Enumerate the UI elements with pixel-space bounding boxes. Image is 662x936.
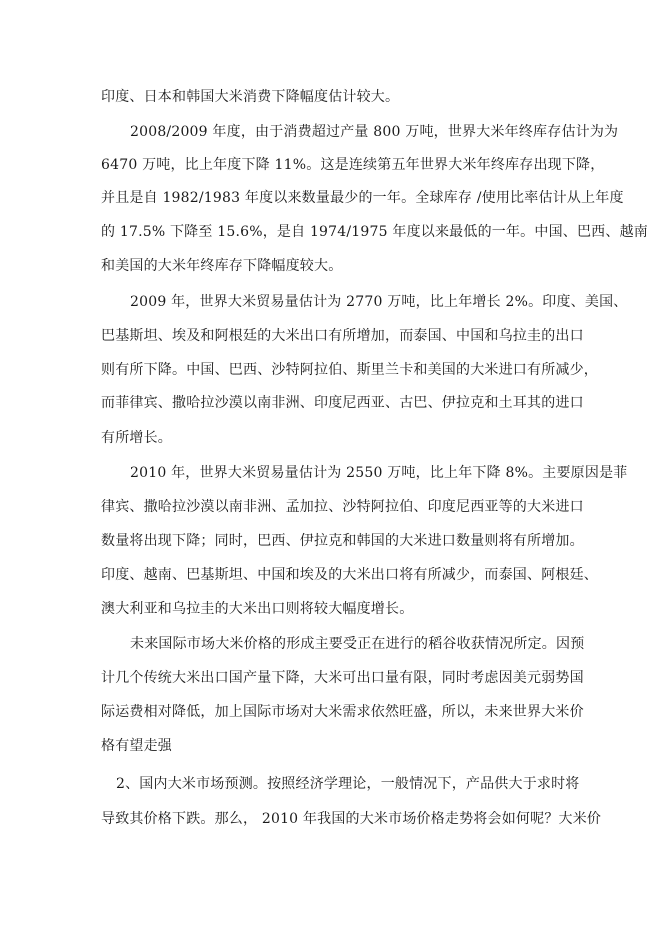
text-line: 际运费相对降低，加上国际市场对大米需求依然旺盛，所以，未来世界大米价 (101, 704, 584, 720)
text-line: 律宾、撒哈拉沙漠以南非洲、孟加拉、沙特阿拉伯、印度尼西亚等的大米进口 (101, 499, 584, 515)
text-line: 2010 年，世界大米贸易量估计为 2550 万吨，比上年下降 8%。主要原因是菲 (130, 465, 628, 481)
text-line: 而菲律宾、撒哈拉沙漠以南非洲、印度尼西亚、古巴、伊拉克和土耳其的进口 (101, 395, 584, 411)
text-line: 印度、越南、巴基斯坦、中国和埃及的大米出口将有所减少，而泰国、阿根廷、 (101, 567, 598, 583)
text-line: 未来国际市场大米价格的形成主要受正在进行的稻谷收获情况所定。因预 (130, 636, 585, 652)
text-line: 数量将出现下降；同时，巴西、伊拉克和韩国的大米进口数量则将有所增加。 (101, 533, 584, 549)
text-line: 印度、日本和韩国大米消费下降幅度估计较大。 (101, 89, 400, 105)
text-line: 2、国内大米市场预测。按照经济学理论，一般情况下，产品供大于求时将 (116, 776, 580, 792)
text-line: 导致其价格下跌。那么， 2010 年我国的大米市场价格走势将会如何呢？大米价 (101, 811, 602, 827)
text-line: 则有所下降。中国、巴西、沙特阿拉伯、斯里兰卡和美国的大米进口有所减少， (101, 362, 598, 378)
text-line: 和美国的大米年终库存下降幅度较大。 (101, 258, 343, 274)
text-line: 6470 万吨，比上年度下降 11%。这是连续第五年世界大米年终库存出现下降， (101, 157, 605, 173)
text-line: 计几个传统大米出口国产量下降，大米可出口量有限，同时考虑因美元弱势国 (101, 670, 584, 686)
text-line: 2009 年，世界大米贸易量估计为 2770 万吨，比上年增长 2%。印度、美国、 (130, 294, 628, 310)
text-line: 有所增长。 (101, 430, 172, 446)
text-line: 格有望走强 (101, 738, 172, 754)
text-line: 澳大利亚和乌拉圭的大米出口则将较大幅度增长。 (101, 601, 414, 617)
text-line: 并且是自 1982/1983 年度以来数量最少的一年。全球库存 /使用比率估计从上年度 (101, 190, 624, 206)
text-line: 2008/2009 年度，由于消费超过产量 800 万吨，世界大米年终库存估计为为 (130, 124, 619, 140)
text-line: 巴基斯坦、埃及和阿根廷的大米出口有所增加，而泰国、中国和乌拉圭的出口 (101, 328, 584, 344)
text-line: 的 17.5% 下降至 15.6%，是自 1974/1975 年度以来最低的一年。中国、巴西、越南 (101, 224, 648, 240)
